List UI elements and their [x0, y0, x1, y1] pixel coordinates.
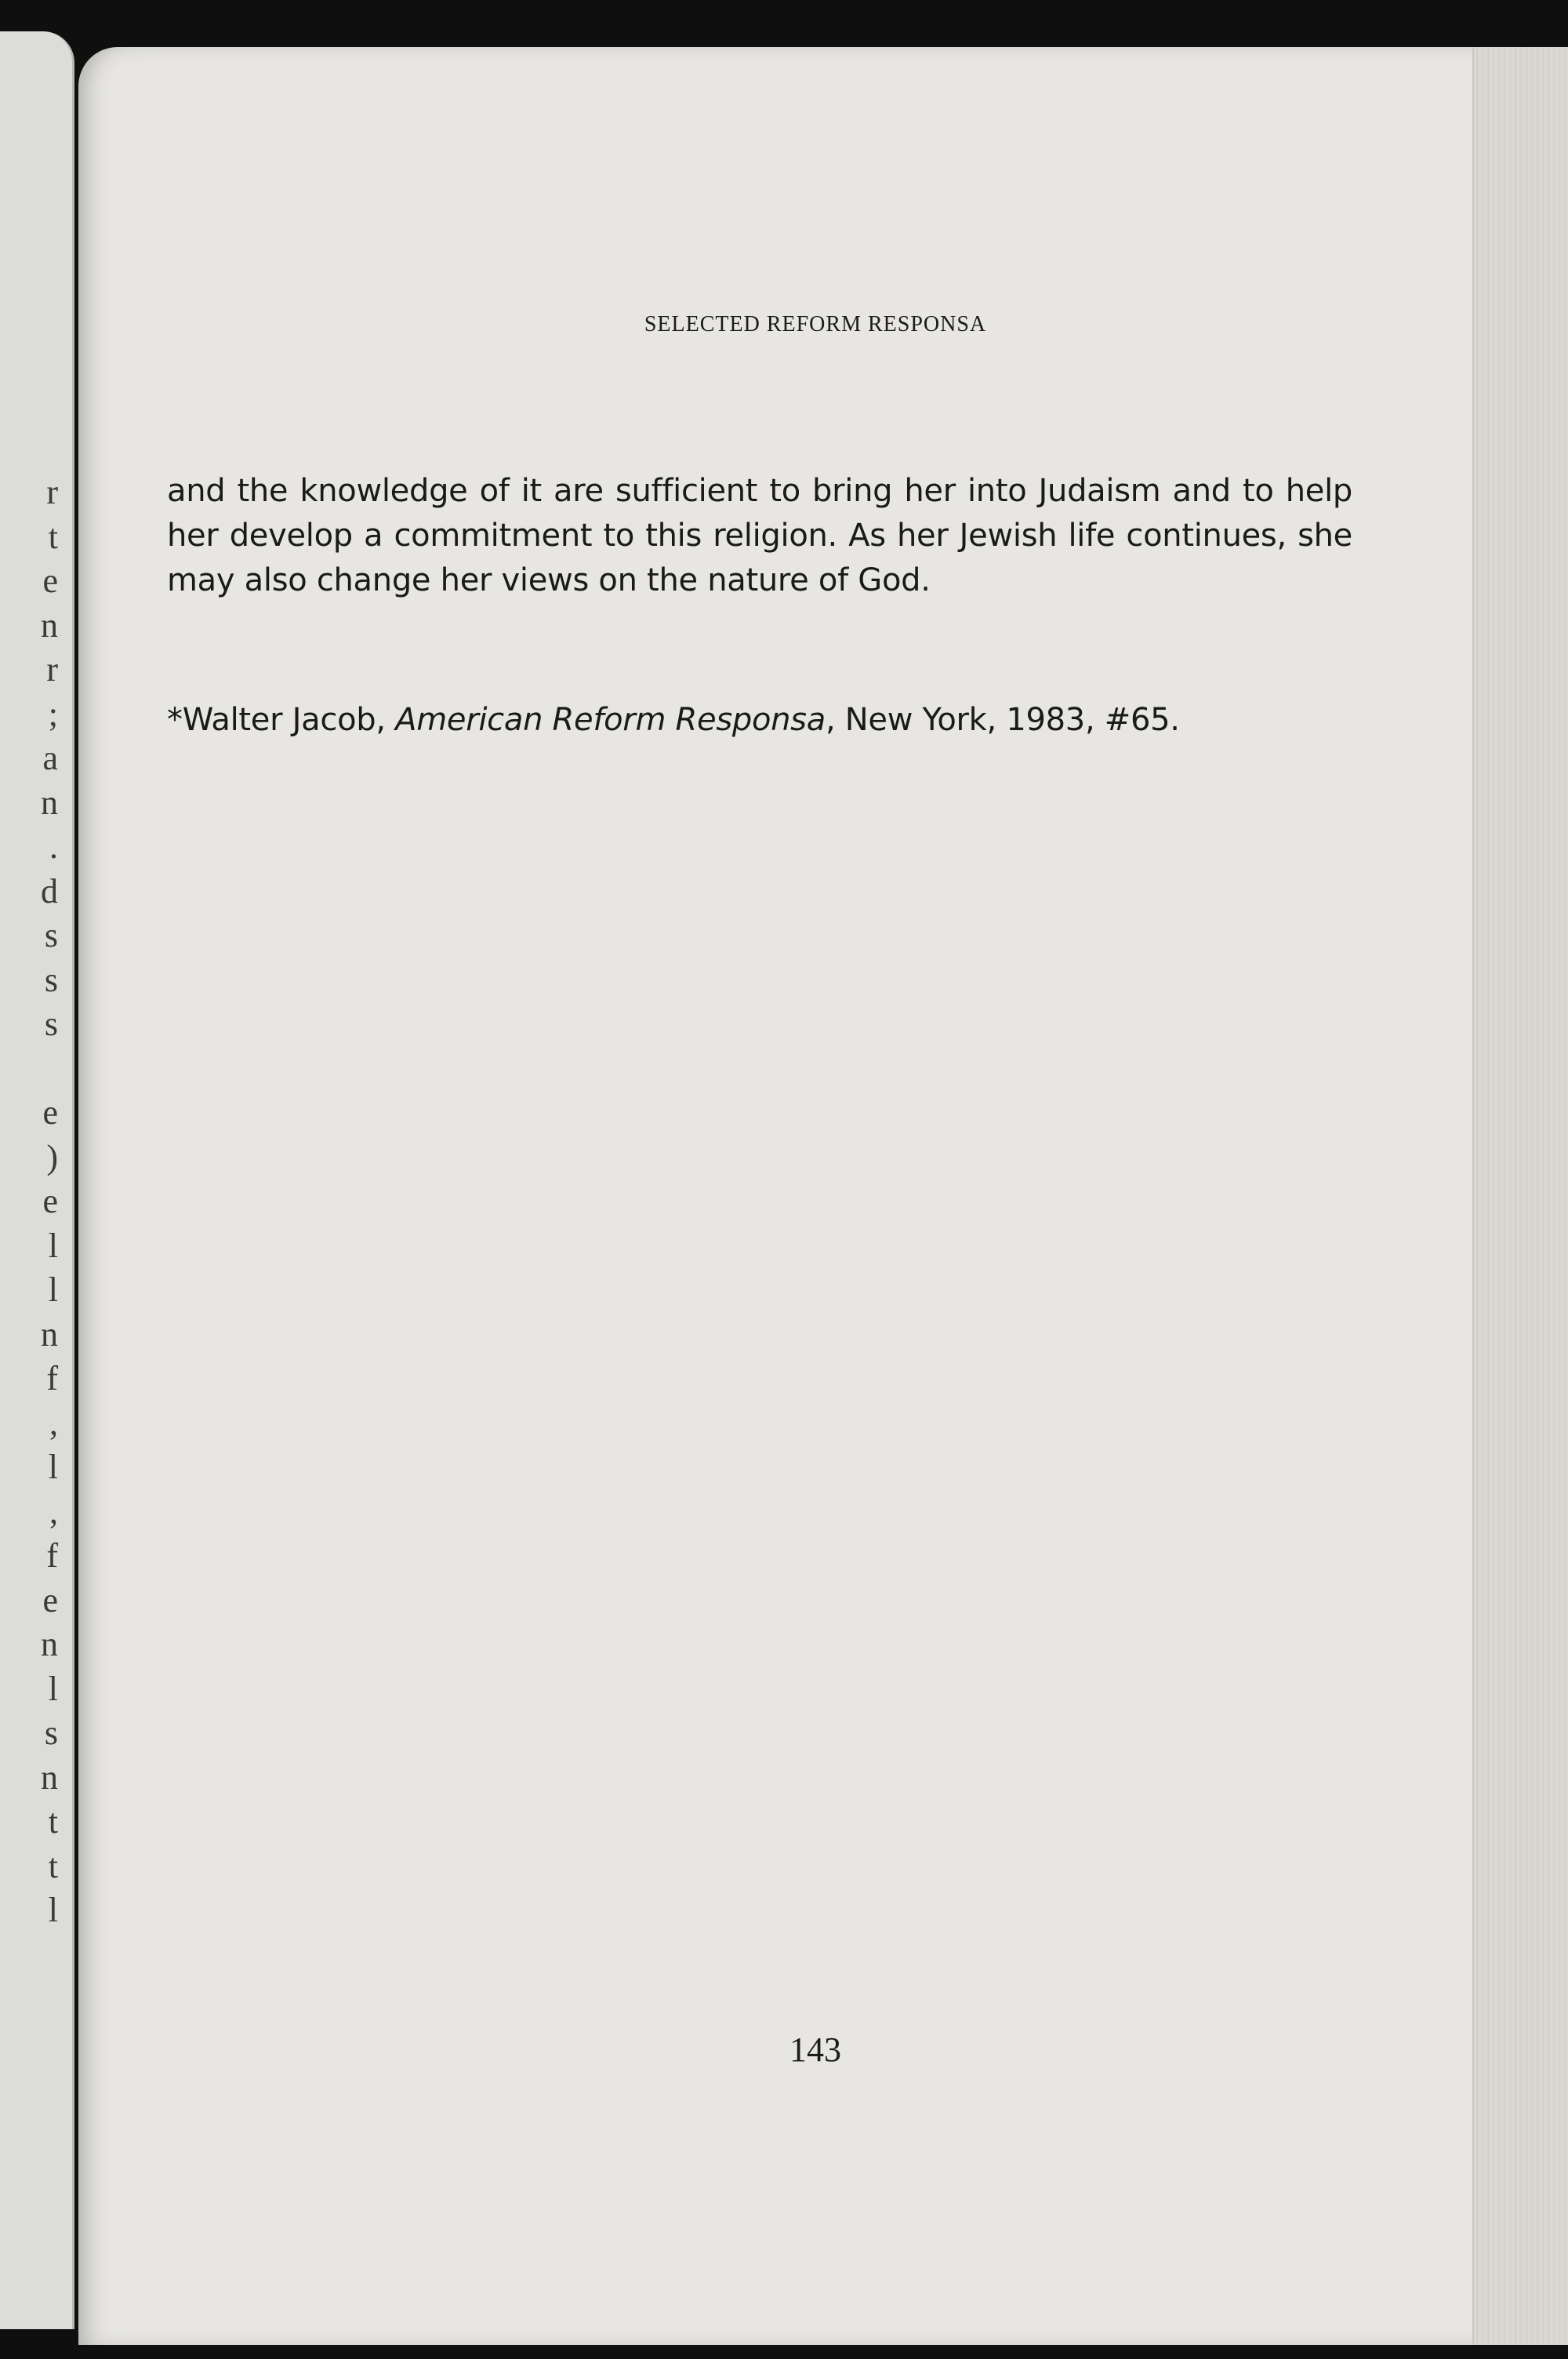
left-page-edge-letter: e	[42, 1093, 58, 1132]
left-page-edge-letter: s	[44, 1714, 58, 1752]
page-stack-edge	[1472, 47, 1568, 2345]
footnote-title: American Reform Responsa	[395, 702, 826, 738]
left-page-edge-letter: e	[42, 1580, 58, 1619]
left-page-edge-letter: l	[48, 1891, 58, 1929]
left-page-edge-letter: e	[42, 562, 58, 600]
left-page-edge-letter: n	[41, 605, 58, 645]
left-page-edge-letter: s	[44, 916, 58, 954]
left-page-edge-letter: t	[48, 1846, 58, 1885]
left-page-edge-letter: l	[48, 1270, 58, 1309]
left-page-edge-letter: f	[46, 1359, 58, 1398]
left-page-edge-letter: n	[41, 1757, 58, 1797]
left-page-edge-letter: r	[46, 650, 58, 689]
left-page-edge-letter: s	[44, 960, 58, 999]
left-page-edge-letter: f	[46, 1536, 58, 1575]
left-page-edge-letter: l	[48, 1448, 58, 1486]
left-page-edge-letter: n	[41, 1314, 58, 1354]
left-page-edge-letter: l	[48, 1669, 58, 1708]
left-page-edge-letter: e	[42, 1182, 58, 1220]
left-page-edge-letter: d	[41, 871, 58, 911]
left-page-edge-letter: r	[46, 473, 58, 511]
footnote-details: , New York, 1983, #65.	[825, 702, 1180, 738]
left-page-edge-letter: l	[48, 1226, 58, 1265]
left-page-edge-letter: )	[46, 1137, 58, 1176]
left-page-edge-letter	[27, 1047, 58, 1092]
book-page	[78, 47, 1552, 2345]
left-page-edge-letter: t	[48, 517, 58, 556]
body-paragraph: and the knowledge of it are sufficient to bring her into Judaism and to help her develop a commitment to this religion. As her Jewish life continues, she may also change her views on the nature of God.	[167, 473, 1352, 598]
page-number: 143	[789, 2030, 841, 2069]
left-page-edge-letter: .	[49, 827, 58, 866]
left-facing-page	[0, 31, 74, 2329]
footnote	[167, 698, 1390, 743]
left-page-edge-letter: ,	[49, 1492, 58, 1531]
footnote-author: *Walter Jacob,	[167, 702, 396, 738]
left-page-edge-letter: t	[48, 1802, 58, 1841]
left-page-edge-letter: ;	[48, 694, 58, 733]
left-page-edge-letters	[27, 471, 58, 1933]
left-page-edge-letter: n	[41, 783, 58, 822]
left-page-edge-letter: n	[41, 1625, 58, 1663]
left-page-edge-letter: ,	[49, 1403, 58, 1442]
left-page-edge-letter: s	[44, 1005, 58, 1043]
left-page-edge-letter: a	[42, 739, 58, 777]
body-text	[167, 469, 1352, 603]
running-head: SELECTED REFORM RESPONSA	[644, 312, 987, 336]
